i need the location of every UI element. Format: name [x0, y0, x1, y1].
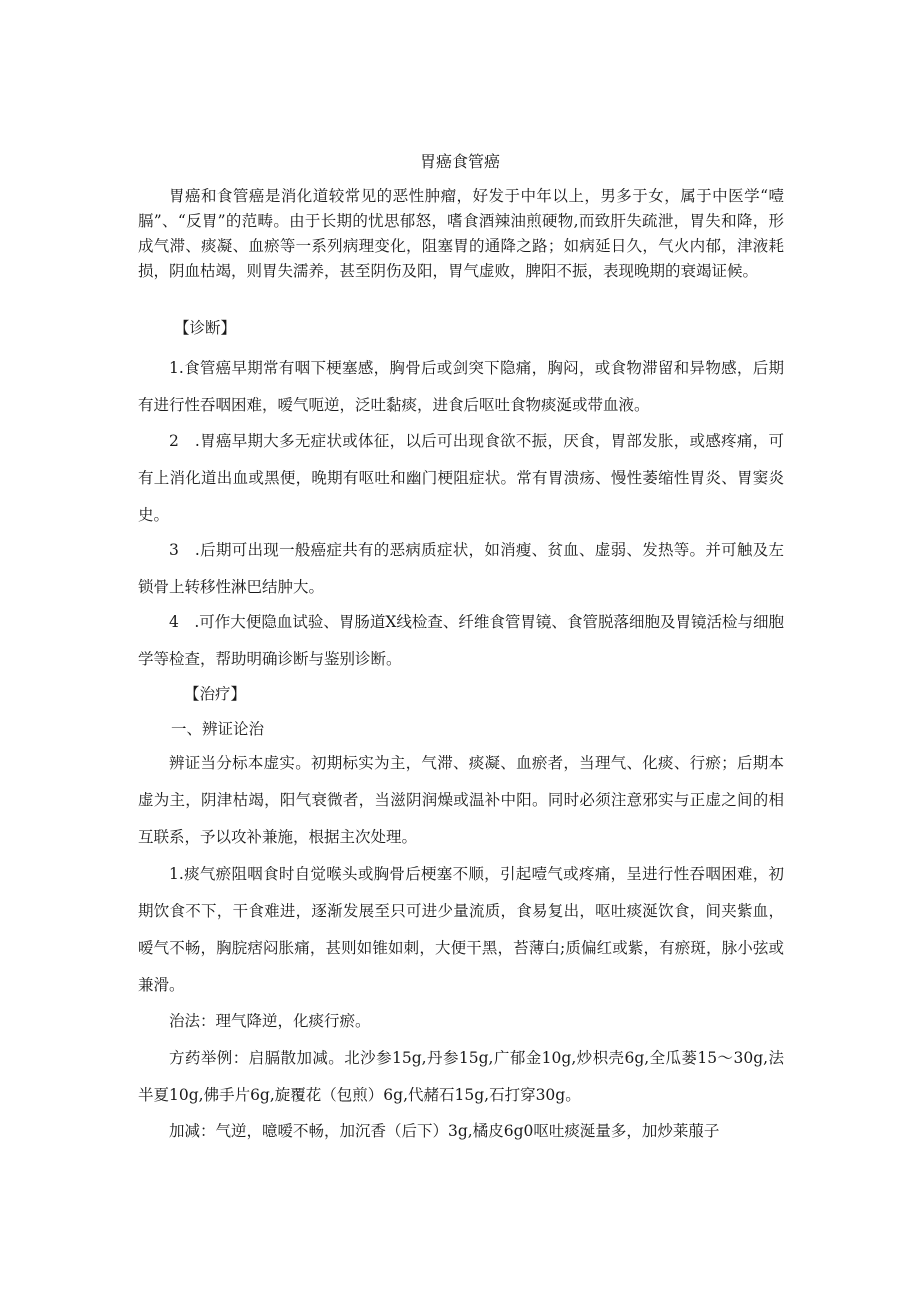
diagnosis-item-4: 4 .可作大便隐血试验、胃肠道X线检查、纤维食管胃镜、食管脱落细胞及胃镜活检与细胞学等检查，帮助明确诊断与鉴别诊断。 — [138, 613, 784, 668]
pattern-one-paragraph: 1.痰气瘀阻咽食时自觉喉头或胸骨后梗塞不顺，引起噎气或疼痛，呈进行性吞咽困难，初期饮食不下，干食难进，逐渐发展至只可进少量流质，食易复出，呕吐痰涎饮食，间夹紫血，嗳气不畅，胸脘痞闷胀痛，甚则如锥如刺，大便干黑，苔薄白;质偏红或紫，有瘀斑，脉小弦或兼滑。 — [138, 865, 784, 994]
page-title: 胃癌食管癌 — [419, 152, 500, 171]
intro-paragraph: 胃癌和食管癌是消化道较常见的恶性肿瘤，好发于中年以上，男多于女，属于中医学“噎膈”、“反胃”的范畴。由于长期的忧思郁怒，嗜食酒辣油煎硬物,而致肝失疏泄，胃失和降，形成气滞、痰凝、血瘀等一系列病理变化，阻塞胃的通降之路；如病延日久，气火内郁，津液耗损，阴血枯竭，则胃失濡养，甚至阴伤及阳，胃气虚败，脾阳不振，表现晚期的衰竭证候。 — [138, 187, 784, 280]
treatment-method: 治法：理气降逆，化痰行瘀。 — [169, 1012, 371, 1030]
formula-paragraph: 方药举例：启膈散加减。北沙参15g,丹参15g,广郁金10g,炒枳壳6g,全瓜蒌15～30g,法半夏10g,佛手片6g,旋覆花（包煎）6g,代赭石15g,石打穿30g。 — [138, 1049, 784, 1104]
diagnosis-heading: 【诊断】 — [174, 319, 237, 337]
diagnosis-item-2: 2 .胃癌早期大多无症状或体征，以后可出现食欲不振，厌食，胃部发胀，或感疼痛，可有上消化道出血或黑便，晚期有呕吐和幽门梗阻症状。常有胃溃疡、慢性萎缩性胃炎、胃窦炎史。 — [138, 432, 784, 524]
section-one-heading: 一、辨证论治 — [171, 720, 265, 738]
diagnosis-item-1: 1.食管癌早期常有咽下梗塞感，胸骨后或剑突下隐痛，胸闷，或食物滞留和异物感，后期有进行性吞咽困难，嗳气呃逆，泛吐黏痰，进食后呕吐食物痰涎或带血液。 — [138, 359, 784, 414]
treatment-heading: 【治疗】 — [184, 685, 247, 703]
modification-paragraph: 加减：气逆，噫嗳不畅，加沉香（后下）3g,橘皮6g0呕吐痰涎量多，加炒莱菔子 — [169, 1122, 720, 1140]
principle-paragraph: 辨证当分标本虚实。初期标实为主，气滞、痰凝、血瘀者，当理气、化痰、行瘀；后期本虚为主，阴津枯竭，阳气衰微者，当滋阴润燥或温补中阳。同时必须注意邪实与正虚之间的相互联系，予以攻补兼施，根据主次处理。 — [138, 754, 784, 846]
diagnosis-item-3: 3 .后期可出现一般癌症共有的恶病质症状，如消瘦、贫血、虚弱、发热等。并可触及左锁骨上转移性淋巴结肿大。 — [138, 541, 784, 596]
